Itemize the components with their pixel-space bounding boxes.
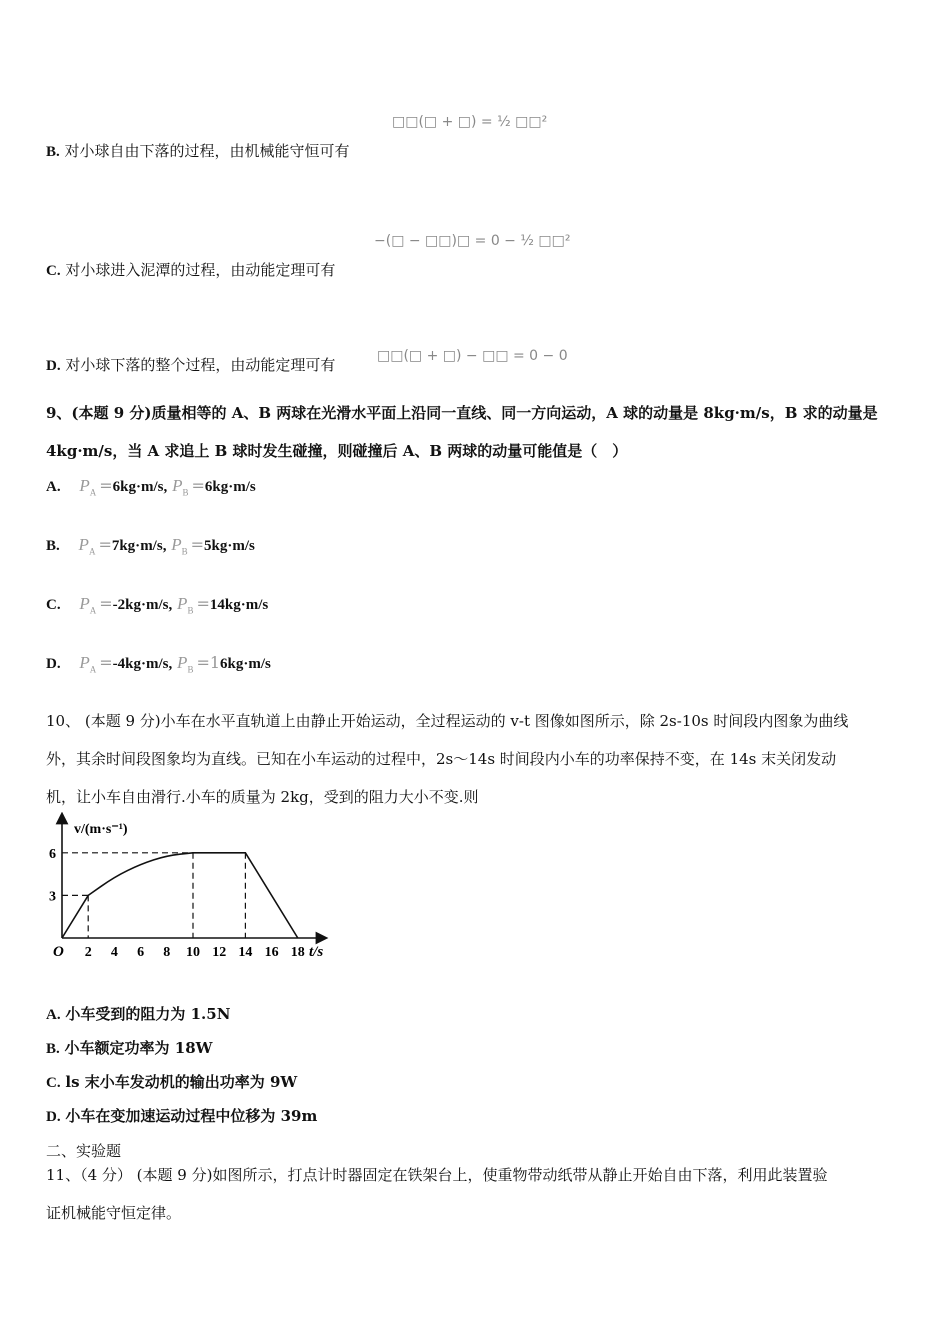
option-letter: D. xyxy=(46,1109,61,1125)
option-letter: D. xyxy=(46,358,61,374)
option-letter: A. xyxy=(46,1007,61,1023)
q10-option-b xyxy=(46,1037,213,1058)
option-text: 对小球自由下落的过程，由机械能守恒可有 xyxy=(64,142,350,160)
q11-stem xyxy=(46,1156,908,1232)
q10-option-d xyxy=(46,1105,317,1126)
pa-symbol: $P_A$ xyxy=(79,653,97,675)
x-tick-label: 4 xyxy=(110,945,118,960)
q9-option-d: D. $P_A =-4kg\cdot m/s$, $P_B =16kg\cdot m/s$ xyxy=(46,653,271,675)
q8-option-d xyxy=(46,354,335,375)
option-text: 小车额定功率为 18W xyxy=(64,1039,213,1057)
formula-d: □□(□ + □) − □□ = 0 − 0 xyxy=(377,348,568,364)
x-tick-label: 18 xyxy=(290,945,305,960)
option-text: 对小球下落的整个过程，由动能定理可有 xyxy=(65,356,336,374)
pa-symbol: $P_A$ xyxy=(79,476,97,498)
q11-line1: 11、（4 分） (本题 9 分)如图所示，打点计时器固定在铁架台上，使重物带动纸带从静止开始自由下落，利用此装置验 xyxy=(46,1166,828,1184)
q9-stem-line2: 4kg·m/s，当 A 求追上 B 球时发生碰撞，则碰撞后 A、B 两球的动量可能值是（ ） xyxy=(46,442,628,460)
formula-c: −(□ − □□)□ = 0 − ½ □□² xyxy=(374,233,571,249)
origin-label: O xyxy=(53,944,64,960)
x-tick-label: 14 xyxy=(238,945,253,960)
option-letter: B. xyxy=(46,1041,60,1057)
pb-symbol: $P_B$ xyxy=(171,535,188,557)
option-text: ls 末小车发动机的输出功率为 9W xyxy=(65,1073,298,1091)
pb-symbol: $P_B$ xyxy=(177,594,194,616)
pa-value: 6kg·m/s, xyxy=(112,479,168,495)
q9-stem xyxy=(46,394,908,470)
q9-option-b: B. $P_A =7kg\cdot m/s$, $P_B =5kg\cdot m/s$ xyxy=(46,535,255,557)
section-heading: 二、实验题 xyxy=(46,1142,122,1160)
pa-symbol: $P_A$ xyxy=(79,594,97,616)
x-tick-label: 6 xyxy=(137,945,145,960)
option-text: 对小球进入泥潭的过程，由动能定理可有 xyxy=(65,261,336,279)
vt-chart xyxy=(44,812,344,972)
q10-option-a xyxy=(46,1003,230,1024)
pb-value: 14kg·m/s xyxy=(209,597,269,613)
q8-option-b xyxy=(46,140,350,161)
pb-value: 6kg·m/s xyxy=(220,656,271,672)
x-tick-label: 12 xyxy=(212,945,227,960)
option-letter: C. xyxy=(46,263,61,279)
x-axis-label: t/s xyxy=(309,944,324,960)
q9-stem-line1: 9、(本题 9 分)质量相等的 A、B 两球在光滑水平面上沿同一直线、同一方向运动，A 球的动量是 8kg·m/s，B 求的动量是 xyxy=(46,404,878,422)
series-line xyxy=(62,853,298,938)
pb-value: 6kg·m/s xyxy=(204,479,256,495)
option-letter: C. xyxy=(46,1075,61,1091)
pb-symbol: $P_B$ xyxy=(177,653,194,675)
y-tick-label: 3 xyxy=(49,889,56,905)
pb-symbol: $P_B$ xyxy=(172,476,189,498)
pa-value: 7kg·m/s, xyxy=(111,538,167,554)
x-tick-label: 10 xyxy=(186,945,200,960)
option-letter: B. xyxy=(46,538,60,554)
option-letter: A. xyxy=(46,479,61,495)
option-text: 小车受到的阻力为 1.5N xyxy=(65,1005,231,1023)
q10-stem xyxy=(46,702,908,816)
x-tick-label: 16 xyxy=(264,945,279,960)
x-tick-label: 2 xyxy=(84,945,92,960)
q9-option-c: C. $P_A =-2kg\cdot m/s$, $P_B =14kg\cdot m/s$ xyxy=(46,594,269,616)
x-tick-label: 8 xyxy=(163,945,171,960)
option-letter: B. xyxy=(46,144,60,160)
q10-option-c xyxy=(46,1071,297,1092)
q10-stem-line2: 外，其余时间段图象均为直线。已知在小车运动的过程中，2s～14s 时间段内小车的功率保持不变，在 14s 末关闭发动 xyxy=(46,750,837,768)
pa-value: -4kg·m/s, xyxy=(112,656,173,672)
q9-option-a: A. $P_A =6kg\cdot m/s$, $P_B =6kg\cdot m/s$ xyxy=(46,476,256,498)
option-letter: D. xyxy=(46,656,61,672)
pb-value: 5kg·m/s xyxy=(204,538,255,554)
q11-line2: 证机械能守恒定律。 xyxy=(46,1204,182,1222)
q10-stem-line3: 机，让小车自由滑行.小车的质量为 2kg，受到的阻力大小不变.则 xyxy=(46,788,479,806)
q8-option-c xyxy=(46,259,335,280)
y-tick-label: 6 xyxy=(49,846,56,862)
option-text: 小车在变加速运动过程中位移为 39m xyxy=(65,1107,318,1125)
formula-b: □□(□ + □) = ½ □□² xyxy=(392,114,548,130)
pa-value: -2kg·m/s, xyxy=(112,597,173,613)
option-letter: C. xyxy=(46,597,61,613)
q10-stem-line1: 10、 (本题 9 分)小车在水平直轨道上由静止开始运动，全过程运动的 v-t 图像如图所示，除 2s-10s 时间段内图象为曲线 xyxy=(46,712,849,730)
pa-symbol: $P_A$ xyxy=(78,535,96,557)
y-axis-label: v/(m·s⁻¹) xyxy=(74,822,128,837)
